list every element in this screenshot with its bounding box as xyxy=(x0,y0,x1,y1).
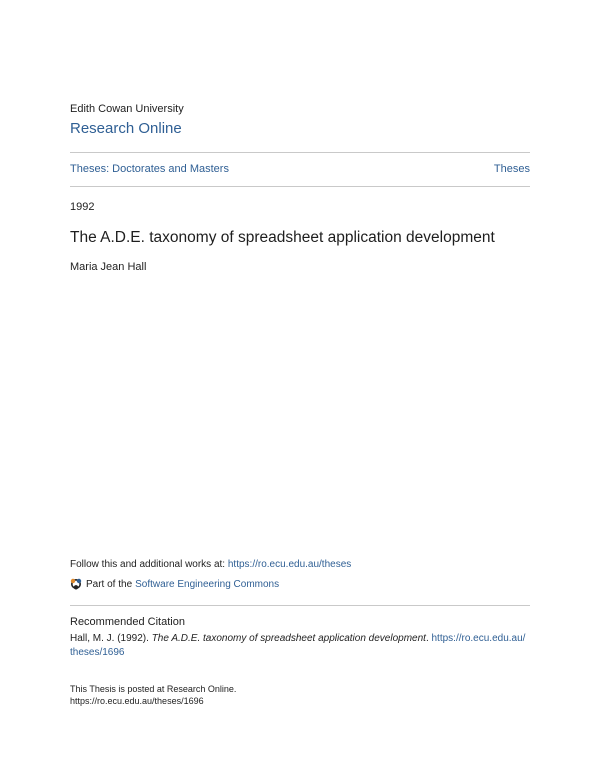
follow-line xyxy=(70,559,351,570)
citation-text xyxy=(70,632,530,660)
software-engineering-commons-link[interactable]: Software Engineering Commons xyxy=(135,578,280,590)
follow-text: Follow this and additional works at: xyxy=(70,559,228,570)
citation-title: The A.D.E. taxonomy of spreadsheet application development xyxy=(151,633,426,644)
citation-url-part1: https://ro.ecu.edu.au/ xyxy=(431,633,526,644)
collection-link[interactable]: Theses: Doctorates and Masters xyxy=(70,163,229,175)
divider-top xyxy=(70,152,530,153)
posted-notice xyxy=(70,683,236,707)
part-of-text: Part of the xyxy=(86,578,133,590)
divider-citation xyxy=(70,605,530,606)
citation-separator: . xyxy=(425,633,432,644)
category-link[interactable]: Theses xyxy=(493,163,530,175)
repository-link[interactable]: Research Online xyxy=(70,120,182,137)
posted-line: This Thesis is posted at Research Online. xyxy=(70,684,237,694)
posted-url: https://ro.ecu.edu.au/theses/1696 xyxy=(70,696,204,706)
part-of-line xyxy=(70,578,279,590)
theses-url-link[interactable]: https://ro.ecu.edu.au/theses xyxy=(227,559,352,570)
author-name: Maria Jean Hall xyxy=(70,261,147,273)
network-commons-icon xyxy=(70,578,82,590)
citation-authors: Hall, M. J. (1992). xyxy=(70,633,152,644)
publication-year: 1992 xyxy=(70,201,95,213)
divider-breadcrumb xyxy=(70,186,530,187)
cover-page xyxy=(70,0,530,776)
citation-heading: Recommended Citation xyxy=(70,616,185,628)
document-title: The A.D.E. taxonomy of spreadsheet application development xyxy=(70,229,495,246)
institution-name: Edith Cowan University xyxy=(70,103,184,115)
citation-url-part2: theses/1696 xyxy=(70,647,125,658)
